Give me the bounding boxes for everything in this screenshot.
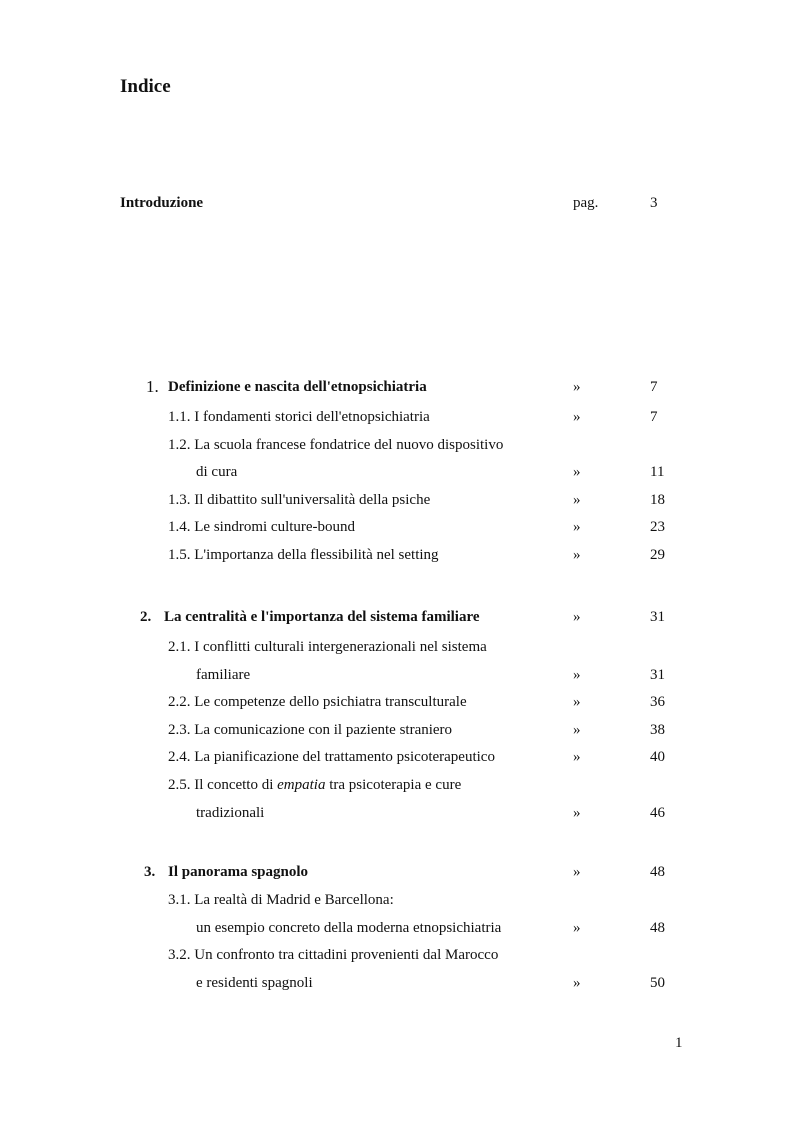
toc-section-1-3[interactable] (0, 488, 793, 512)
toc-chapter-number: 3. (144, 864, 156, 880)
toc-chapter-1[interactable] (0, 375, 793, 399)
toc-page-number: 31 (650, 609, 665, 625)
toc-page-marker: » (573, 667, 581, 683)
toc-section-label: 2.3. La comunicazione con il paziente straniero (168, 722, 453, 738)
toc-page-number: 18 (650, 492, 665, 508)
toc-section-label (168, 773, 461, 797)
toc-chapter-label: Il panorama spagnolo (168, 864, 309, 880)
toc-section-3-2-cont[interactable] (0, 971, 793, 995)
toc-section-3-2[interactable] (0, 943, 793, 967)
toc-entry-introduction[interactable] (0, 191, 793, 215)
toc-page-marker: » (573, 492, 581, 508)
toc-page-number: 7 (650, 409, 658, 425)
toc-section-label: 1.4. Le sindromi culture-bound (168, 519, 356, 535)
toc-page-number: 48 (650, 864, 665, 880)
toc-section-label-cont: familiare (196, 667, 251, 683)
toc-section-label-cont: tradizionali (196, 805, 265, 821)
toc-chapter-label: Definizione e nascita dell'etnopsichiatria (168, 379, 427, 395)
toc-section-1-4[interactable] (0, 515, 793, 539)
toc-page-number: 36 (650, 694, 665, 710)
toc-entry-label: Introduzione (120, 195, 204, 211)
toc-section-label: 1.1. I fondamenti storici dell'etnopsichiatria (168, 409, 430, 425)
toc-page-marker: » (573, 722, 581, 738)
toc-chapter-3[interactable] (0, 860, 793, 884)
toc-label-emphasis: empatia (277, 777, 326, 793)
toc-section-label: 3.2. Un confronto tra cittadini provenienti dal Marocco (168, 947, 499, 963)
toc-section-label-cont: di cura (196, 464, 238, 480)
toc-section-2-3[interactable] (0, 718, 793, 742)
toc-page-number: 38 (650, 722, 665, 738)
toc-page-marker: » (573, 805, 581, 821)
toc-page-number: 29 (650, 547, 665, 563)
toc-page-marker: » (573, 464, 581, 480)
toc-section-1-2-cont[interactable] (0, 460, 793, 484)
toc-section-label: 3.1. La realtà di Madrid e Barcellona: (168, 892, 394, 908)
toc-section-2-4[interactable] (0, 745, 793, 769)
page-number: 1 (675, 1035, 683, 1051)
toc-section-label-cont: e residenti spagnoli (196, 975, 313, 991)
toc-chapter-2[interactable] (0, 605, 793, 629)
toc-label-part: 2.5. Il concetto di (168, 777, 278, 793)
toc-chapter-number: 2. (140, 609, 152, 625)
toc-page-marker: » (573, 409, 581, 425)
toc-page-number: 48 (650, 920, 665, 936)
toc-chapter-number: 1. (146, 377, 159, 396)
toc-page-marker: pag. (573, 195, 599, 211)
toc-page-number: 3 (650, 195, 658, 211)
toc-page-marker: » (573, 519, 581, 535)
toc-section-label-cont: un esempio concreto della moderna etnopsichiatria (196, 920, 502, 936)
toc-section-2-1-cont[interactable] (0, 663, 793, 687)
toc-section-label: 1.5. L'importanza della flessibilità nel setting (168, 547, 439, 563)
toc-section-label: 2.2. Le competenze dello psichiatra transculturale (168, 694, 467, 710)
toc-section-label: 1.2. La scuola francese fondatrice del nuovo dispositivo (168, 437, 504, 453)
toc-label-part: tra psicoterapia e cure (325, 777, 462, 793)
toc-page-number: 40 (650, 749, 665, 765)
toc-page-number: 31 (650, 667, 665, 683)
toc-section-label: 2.4. La pianificazione del trattamento psicoterapeutico (168, 749, 495, 765)
toc-section-2-5-cont[interactable] (0, 801, 793, 825)
toc-section-label: 1.3. Il dibattito sull'universalità della psiche (168, 492, 431, 508)
toc-page-number: 50 (650, 975, 665, 991)
toc-page-marker: » (573, 694, 581, 710)
toc-page-marker: » (573, 609, 581, 625)
toc-chapter-label: La centralità e l'importanza del sistema familiare (164, 609, 480, 625)
toc-page-marker: » (573, 975, 581, 991)
toc-section-2-5[interactable] (0, 773, 793, 797)
toc-section-3-1-cont[interactable] (0, 916, 793, 940)
toc-section-label: 2.1. I conflitti culturali intergenerazionali nel sistema (168, 639, 487, 655)
toc-page-marker: » (573, 920, 581, 936)
toc-section-1-5[interactable] (0, 543, 793, 567)
toc-page-marker: » (573, 379, 581, 395)
toc-section-3-1[interactable] (0, 888, 793, 912)
toc-page-marker: » (573, 547, 581, 563)
toc-page-marker: » (573, 749, 581, 765)
toc-page-number: 11 (650, 464, 665, 480)
toc-section-1-2[interactable] (0, 433, 793, 457)
toc-section-2-2[interactable] (0, 690, 793, 714)
toc-page-number: 46 (650, 805, 665, 821)
toc-page-marker: » (573, 864, 581, 880)
toc-section-2-1[interactable] (0, 635, 793, 659)
toc-section-1-1[interactable] (0, 405, 793, 429)
page-title: Indice (120, 76, 171, 97)
toc-page-number: 7 (650, 379, 658, 395)
toc-page-number: 23 (650, 519, 665, 535)
